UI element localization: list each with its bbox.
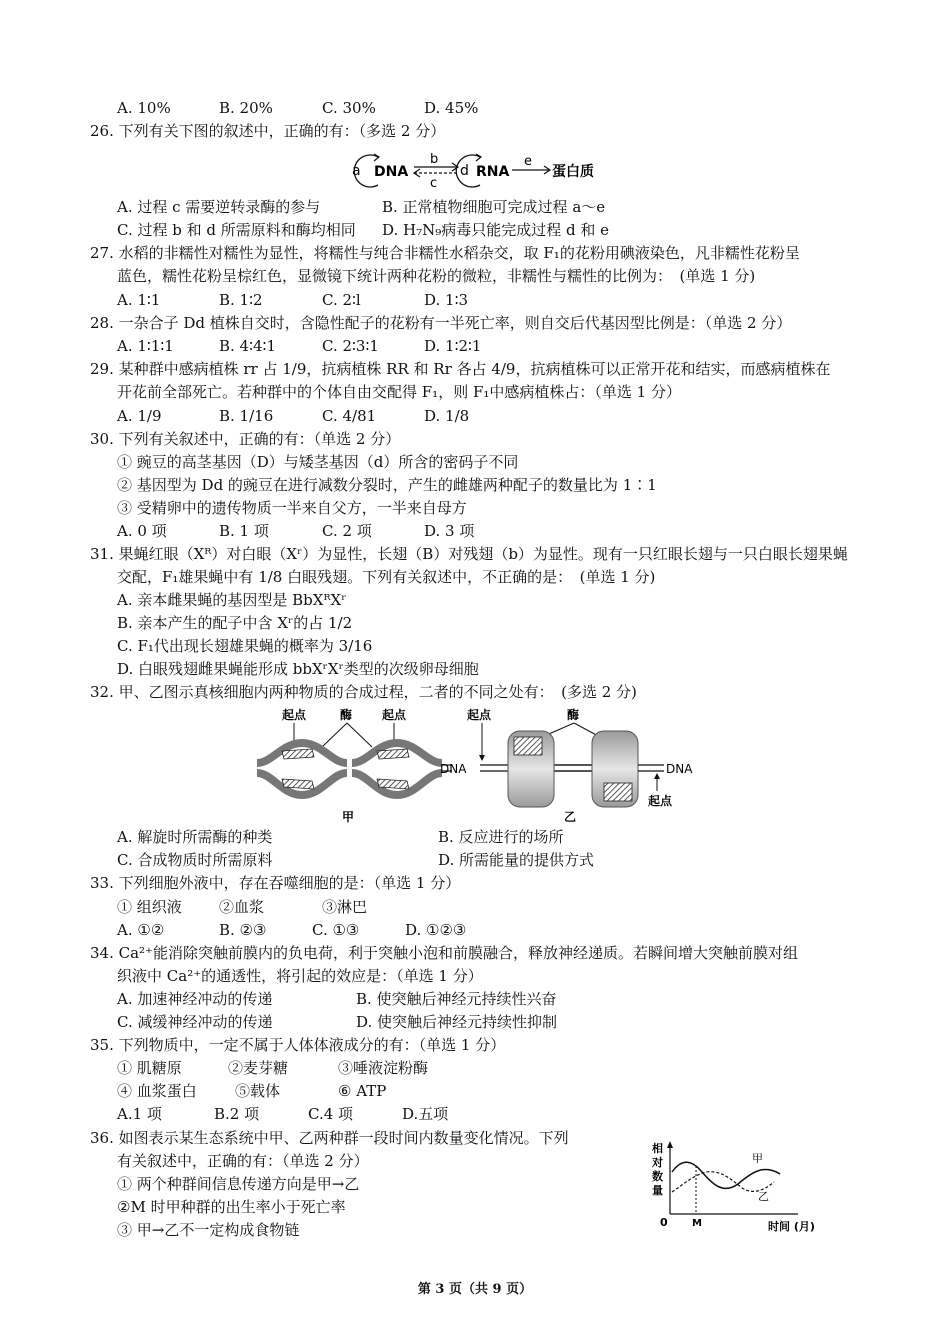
q30-item-3: ③ 受精卵中的遗传物质一半来自父方，一半来自母方 bbox=[117, 499, 467, 517]
q28-option-b[interactable]: B. 4∶4∶1 bbox=[219, 337, 276, 355]
q35-option-d[interactable]: D.五项 bbox=[402, 1105, 449, 1123]
jia-start-label-2: 起点 bbox=[382, 708, 407, 722]
q29-stem-line2: 开花前全部死亡。若种群中的个体自由交配得 F₁，则 F₁中感病植株占：（单选 1 分） bbox=[117, 383, 681, 401]
q35-stem: 35. 下列物质中，一定不属于人体体液成分的有：（单选 1 分） bbox=[90, 1036, 506, 1054]
graph-ylabel-2: 对 bbox=[652, 1156, 663, 1169]
q33-option-d[interactable]: D. ①②③ bbox=[405, 921, 467, 939]
central-dogma-diagram bbox=[350, 145, 610, 195]
q34-option-a[interactable]: A. 加速神经冲动的传递 bbox=[117, 990, 273, 1008]
q32-option-d[interactable]: D. 所需能量的提供方式 bbox=[438, 851, 595, 869]
label-dna: DNA bbox=[374, 164, 409, 180]
q32-option-b[interactable]: B. 反应进行的场所 bbox=[438, 828, 564, 846]
label-b: b bbox=[430, 152, 439, 167]
q33-option-c[interactable]: C. ①③ bbox=[312, 921, 360, 939]
label-protein: 蛋白质 bbox=[552, 164, 594, 180]
q35-item-1: ① 肌糖原 bbox=[117, 1059, 182, 1077]
label-rna: RNA bbox=[476, 164, 510, 180]
jia-label: 甲 bbox=[342, 810, 355, 824]
q32-stem: 32. 甲、乙图示真核细胞内两种物质的合成过程，二者的不同之处有： (多选 2 分) bbox=[90, 683, 637, 701]
q34-stem-line2: 织液中 Ca²⁺的通透性，将引起的效应是：（单选 1 分） bbox=[117, 967, 483, 985]
q36-item-3: ③ 甲→乙不一定构成食物链 bbox=[117, 1221, 300, 1239]
yi-label: 乙 bbox=[564, 810, 577, 824]
q31-option-a[interactable]: A. 亲本雌果蝇的基因型是 BbXᴿXʳ bbox=[117, 591, 347, 609]
q29-option-a[interactable]: A. 1/9 bbox=[117, 407, 162, 425]
page-footer: 第 3 页（共 9 页） bbox=[417, 1282, 533, 1297]
curve-yi bbox=[672, 1172, 774, 1192]
dna-right-label: DNA bbox=[666, 762, 693, 776]
q29-option-d[interactable]: D. 1/8 bbox=[424, 407, 470, 425]
q32-option-c[interactable]: C. 合成物质时所需原料 bbox=[117, 851, 273, 869]
q33-item-1: ① 组织液 bbox=[117, 898, 182, 916]
graph-ylabel-4: 量 bbox=[652, 1184, 663, 1197]
q25-option-c[interactable]: C. 30% bbox=[322, 99, 376, 117]
q25-option-a[interactable]: A. 10% bbox=[117, 99, 171, 117]
q27-stem-line2: 蓝色，糯性花粉呈棕红色，显微镜下统计两种花粉的微粒，非糯性与糯性的比例为： (单选 1 分) bbox=[117, 267, 756, 285]
q34-stem-line1: 34. Ca²⁺能消除突触前膜内的负电荷，利于突触小泡和前膜融合，释放神经递质。若瞬间增大突触前膜对组 bbox=[90, 944, 798, 962]
q27-stem-line1: 27. 水稻的非糯性对糯性为显性，将糯性与纯合非糯性水稻杂交，取 F₁的花粉用碘液染色，凡非糯性花粉呈 bbox=[90, 244, 800, 262]
q29-option-c[interactable]: C. 4/81 bbox=[322, 407, 377, 425]
q36-stem-line2: 有关叙述中，正确的有：（单选 2 分） bbox=[117, 1152, 369, 1170]
graph-ylabel-3: 数 bbox=[652, 1170, 663, 1183]
curve-jia bbox=[672, 1162, 780, 1188]
q31-option-b[interactable]: B. 亲本产生的配子中含 Xʳ的占 1/2 bbox=[117, 614, 353, 632]
q29-stem-line1: 29. 某种群中感病植株 rr 占 1/9，抗病植株 RR 和 Rr 各占 4/9，抗病植株可以正常开花和结实，而感病植株在 bbox=[90, 360, 831, 378]
q27-option-c[interactable]: C. 2∶l bbox=[322, 291, 361, 309]
q31-option-c[interactable]: C. F₁代出现长翅雄果蝇的概率为 3/16 bbox=[117, 637, 373, 655]
q33-item-3: ③淋巴 bbox=[322, 898, 368, 916]
q33-option-b[interactable]: B. ②③ bbox=[219, 921, 267, 939]
yi-start-label-1: 起点 bbox=[467, 708, 492, 722]
q33-item-2: ②血浆 bbox=[219, 898, 265, 916]
q30-option-a[interactable]: A. 0 项 bbox=[117, 522, 167, 540]
q30-item-2: ② 基因型为 Dd 的豌豆在进行减数分裂时，产生的雌雄两种配子的数量比为 1∶1 bbox=[117, 476, 657, 494]
dna-left-label: DNA bbox=[440, 762, 467, 776]
replication-transcription-figure bbox=[252, 703, 712, 825]
yi-enzyme-label: 酶 bbox=[567, 708, 580, 722]
jia-enzyme-label: 酶 bbox=[340, 708, 353, 722]
q35-option-b[interactable]: B.2 项 bbox=[214, 1105, 260, 1123]
graph-jia: 甲 bbox=[752, 1152, 763, 1165]
q28-option-a[interactable]: A. 1∶1∶1 bbox=[117, 337, 174, 355]
q27-option-b[interactable]: B. 1∶2 bbox=[219, 291, 263, 309]
q30-item-1: ① 豌豆的高茎基因（D）与矮茎基因（d）所含的密码子不同 bbox=[117, 453, 519, 471]
q31-stem-line1: 31. 果蝇红眼（Xᴿ）对白眼（Xʳ）为显性，长翅（B）对残翅（b）为显性。现有一只红眼长翅与一只白眼长翅果蝇 bbox=[90, 545, 848, 563]
q28-option-c[interactable]: C. 2∶3∶1 bbox=[322, 337, 379, 355]
graph-yi: 乙 bbox=[758, 1190, 769, 1203]
q32-option-a[interactable]: A. 解旋时所需酶的种类 bbox=[117, 828, 273, 846]
q26-option-a[interactable]: A. 过程 c 需要逆转录酶的参与 bbox=[117, 198, 321, 216]
q35-option-c[interactable]: C.4 项 bbox=[308, 1105, 354, 1123]
label-e: e bbox=[524, 154, 532, 169]
q30-option-b[interactable]: B. 1 项 bbox=[219, 522, 269, 540]
q28-option-d[interactable]: D. 1∶2∶1 bbox=[424, 337, 482, 355]
q36-item-2: ②M 时甲种群的出生率小于死亡率 bbox=[117, 1198, 346, 1216]
q34-option-d[interactable]: D. 使突触后神经元持续性抑制 bbox=[356, 1013, 558, 1031]
q30-option-c[interactable]: C. 2 项 bbox=[322, 522, 372, 540]
q31-stem-line2: 交配，F₁雄果蝇中有 1/8 白眼残翅。下列有关叙述中，不正确的是： (单选 1 分) bbox=[117, 568, 656, 586]
label-a: a bbox=[352, 163, 361, 179]
q35-item-3: ③唾液淀粉酶 bbox=[338, 1059, 429, 1077]
q31-option-d[interactable]: D. 白眼残翅雌果蝇能形成 bbXʳXʳ类型的次级卵母细胞 bbox=[117, 660, 479, 678]
q26-option-d[interactable]: D. H₇N₉病毒只能完成过程 d 和 e bbox=[382, 221, 610, 239]
q35-option-a[interactable]: A.1 项 bbox=[117, 1105, 162, 1123]
q26-option-c[interactable]: C. 过程 b 和 d 所需原料和酶均相同 bbox=[117, 221, 356, 239]
population-graph bbox=[648, 1138, 838, 1238]
q33-option-a[interactable]: A. ①② bbox=[117, 921, 165, 939]
q25-option-b[interactable]: B. 20% bbox=[219, 99, 273, 117]
q34-option-c[interactable]: C. 减缓神经冲动的传递 bbox=[117, 1013, 273, 1031]
q36-stem-line1: 36. 如图表示某生态系统中甲、乙两种群一段时间内数量变化情况。下列 bbox=[90, 1129, 569, 1147]
graph-m: M bbox=[692, 1218, 702, 1229]
graph-ylabel-1: 相 bbox=[652, 1142, 663, 1155]
q34-option-b[interactable]: B. 使突触后神经元持续性兴奋 bbox=[356, 990, 557, 1008]
q35-item-5: ⑤载体 bbox=[235, 1082, 281, 1100]
graph-origin: 0 bbox=[660, 1216, 668, 1229]
q35-item-2: ②麦芽糖 bbox=[228, 1059, 289, 1077]
q27-option-a[interactable]: A. 1∶1 bbox=[117, 291, 161, 309]
q35-item-6: ⑥ ATP bbox=[338, 1082, 387, 1100]
q30-option-d[interactable]: D. 3 项 bbox=[424, 522, 475, 540]
q33-stem: 33. 下列细胞外液中，存在吞噬细胞的是：（单选 1 分） bbox=[90, 874, 461, 892]
q26-stem: 26. 下列有关下图的叙述中，正确的有：（多选 2 分） bbox=[90, 122, 446, 140]
jia-start-label-1: 起点 bbox=[282, 708, 307, 722]
q26-option-b[interactable]: B. 正常植物细胞可完成过程 a～e bbox=[382, 198, 606, 216]
graph-xlabel: 时间 (月) bbox=[768, 1220, 815, 1233]
q36-item-1: ① 两个种群间信息传递方向是甲→乙 bbox=[117, 1175, 360, 1193]
q27-option-d[interactable]: D. 1∶3 bbox=[424, 291, 469, 309]
q25-option-d[interactable]: D. 45% bbox=[424, 99, 479, 117]
label-c: c bbox=[430, 176, 438, 191]
q28-stem: 28. 一杂合子 Dd 植株自交时，含隐性配子的花粉有一半死亡率，则自交后代基因型比例是：（单选 2 分） bbox=[90, 314, 792, 332]
q29-option-b[interactable]: B. 1/16 bbox=[219, 407, 274, 425]
q35-item-4: ④ 血浆蛋白 bbox=[117, 1082, 197, 1100]
q30-stem: 30. 下列有关叙述中，正确的有：（单选 2 分） bbox=[90, 430, 401, 448]
label-d: d bbox=[460, 163, 469, 179]
yi-start-label-2: 起点 bbox=[648, 794, 673, 808]
